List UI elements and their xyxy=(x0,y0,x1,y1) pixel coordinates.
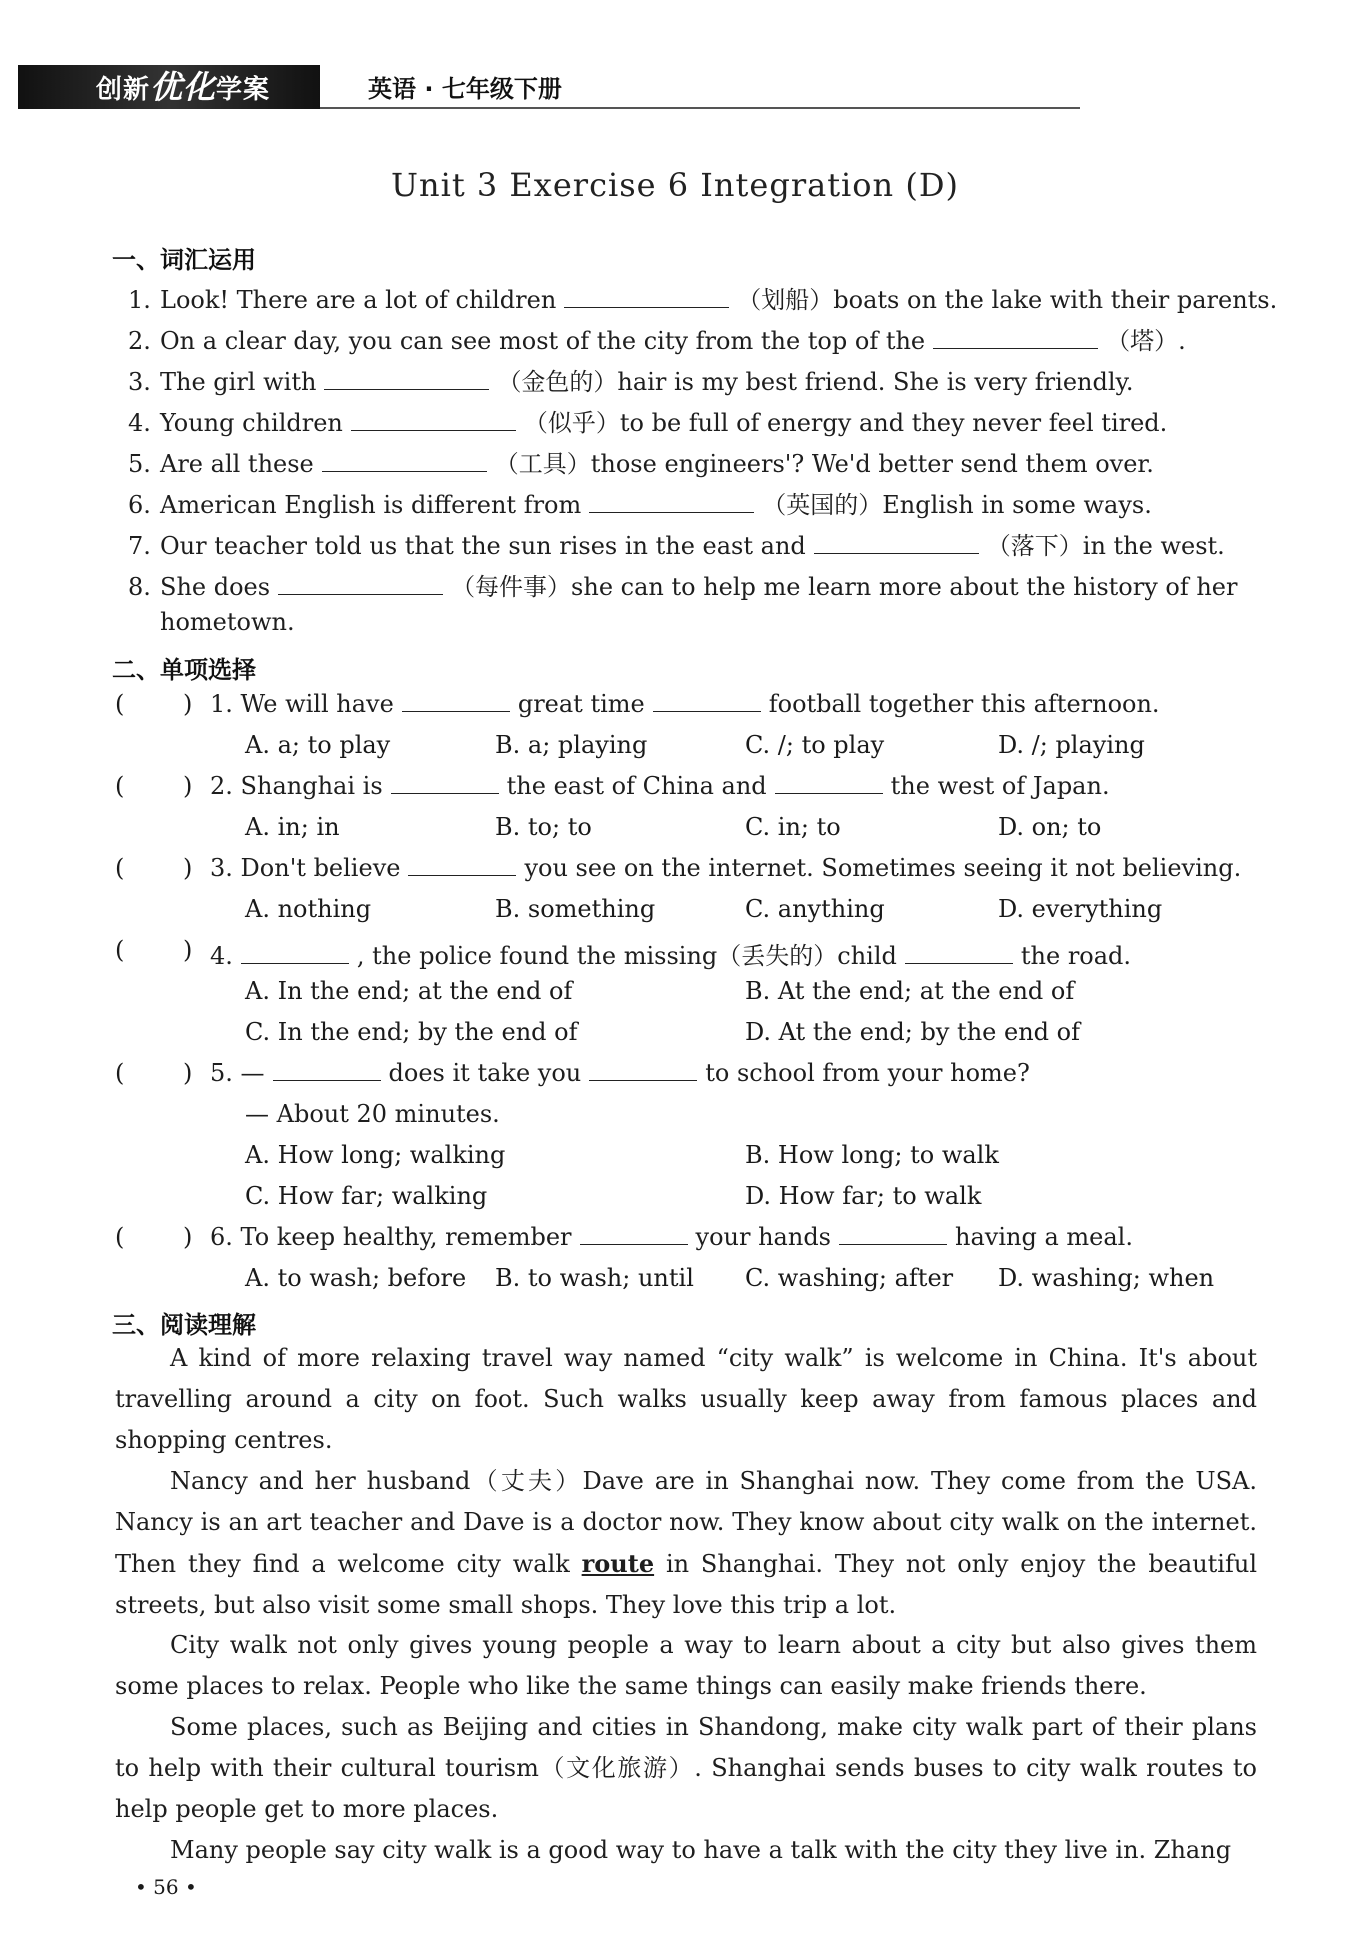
answer-blank[interactable] xyxy=(775,773,883,794)
vocab-item: 6. American English is different from （英国的）English in some ways. xyxy=(128,491,1152,519)
option-b[interactable]: B. At the end; at the end of xyxy=(745,977,1075,1005)
option-a[interactable]: A. nothing xyxy=(245,895,372,923)
option-a[interactable]: A. in; in xyxy=(245,813,340,841)
vocab-item: 1. Look! There are a lot of children （划船）boats on the lake with their parents. xyxy=(128,286,1278,314)
answer-bracket-close: ) xyxy=(183,936,193,964)
option-d[interactable]: D. At the end; by the end of xyxy=(745,1018,1080,1046)
question-stem: 6. To keep healthy, remember your hands having a meal. xyxy=(210,1223,1133,1251)
reading-paragraph: A kind of more relaxing travel way named “city walk” is welcome in China. It's about travelling around a city on foot. Such walks usually keep away from famous places and shopping centres. xyxy=(115,1344,1257,1454)
answer-bracket-close: ) xyxy=(183,690,193,718)
dialogue-answer: — About 20 minutes. xyxy=(245,1100,500,1128)
answer-bracket-open[interactable]: ( xyxy=(115,1059,125,1087)
option-a[interactable]: A. to wash; before xyxy=(245,1264,467,1292)
answer-bracket-close: ) xyxy=(183,1059,193,1087)
option-b[interactable]: B. something xyxy=(495,895,656,923)
option-d[interactable]: D. everything xyxy=(998,895,1163,923)
answer-bracket-close: ) xyxy=(183,772,193,800)
answer-bracket-open[interactable]: ( xyxy=(115,854,125,882)
answer-blank[interactable] xyxy=(402,691,510,712)
option-c[interactable]: C. in; to xyxy=(745,813,841,841)
subject-label: 英语 · 七年级下册 xyxy=(368,75,562,103)
answer-blank[interactable] xyxy=(580,1224,688,1245)
option-d[interactable]: D. washing; when xyxy=(998,1264,1215,1292)
option-b[interactable]: B. to wash; until xyxy=(495,1264,694,1292)
section-heading: 三、阅读理解 xyxy=(112,1311,256,1339)
question-stem: 2. Shanghai is the east of China and the west of Japan. xyxy=(210,772,1110,800)
option-c[interactable]: C. /; to play xyxy=(745,731,885,759)
vocab-item: 2. On a clear day, you can see most of the city from the top of the （塔）. xyxy=(128,327,1186,355)
question-stem: 3. Don't believe you see on the internet. Sometimes seeing it not believing. xyxy=(210,854,1242,882)
option-a[interactable]: A. In the end; at the end of xyxy=(245,977,573,1005)
page-header xyxy=(18,65,1058,109)
answer-blank[interactable] xyxy=(278,574,443,595)
answer-blank[interactable] xyxy=(564,287,729,308)
answer-bracket-open[interactable]: ( xyxy=(115,690,125,718)
answer-blank[interactable] xyxy=(653,691,761,712)
answer-blank[interactable] xyxy=(933,328,1098,349)
reading-paragraph: City walk not only gives young people a way to learn about a city but also gives them some places to relax. People who like the same things can easily make friends there. xyxy=(115,1631,1257,1700)
page-title: Unit 3 Exercise 6 Integration (D) xyxy=(391,166,959,204)
vocab-item-continuation: hometown. xyxy=(160,608,295,636)
answer-blank[interactable] xyxy=(814,533,979,554)
vocab-item: 8. She does （每件事）she can to help me learn more about the history of her xyxy=(128,573,1238,601)
option-c[interactable]: C. In the end; by the end of xyxy=(245,1018,578,1046)
section-heading: 一、词汇运用 xyxy=(112,246,256,274)
answer-blank[interactable] xyxy=(905,943,1013,964)
answer-bracket-open[interactable]: ( xyxy=(115,936,125,964)
answer-blank[interactable] xyxy=(322,451,487,472)
answer-blank[interactable] xyxy=(273,1060,381,1081)
option-c[interactable]: C. washing; after xyxy=(745,1264,954,1292)
answer-blank[interactable] xyxy=(589,1060,697,1081)
question-stem: 4. , the police found the missing（丢失的）child the road. xyxy=(210,942,1132,970)
vocab-item: 5. Are all these （工具）those engineers'? We'd better send them over. xyxy=(128,450,1154,478)
vocab-item: 3. The girl with （金色的）hair is my best friend. She is very friendly. xyxy=(128,368,1134,396)
option-b[interactable]: B. a; playing xyxy=(495,731,648,759)
answer-bracket-open[interactable]: ( xyxy=(115,1223,125,1251)
page-number: • 56 • xyxy=(135,1875,197,1899)
option-a[interactable]: A. How long; walking xyxy=(245,1141,506,1169)
vocab-item: 4. Young children （似乎）to be full of energy and they never feel tired. xyxy=(128,409,1168,437)
option-b[interactable]: B. How long; to walk xyxy=(745,1141,999,1169)
question-stem: 1. We will have great time football together this afternoon. xyxy=(210,690,1160,718)
answer-bracket-close: ) xyxy=(183,1223,193,1251)
option-d[interactable]: D. How far; to walk xyxy=(745,1182,982,1210)
answer-blank[interactable] xyxy=(351,410,516,431)
answer-blank[interactable] xyxy=(408,855,516,876)
answer-bracket-open[interactable]: ( xyxy=(115,772,125,800)
option-d[interactable]: D. on; to xyxy=(998,813,1102,841)
underlined-word: route xyxy=(581,1549,655,1578)
answer-blank[interactable] xyxy=(839,1224,947,1245)
header-divider xyxy=(320,107,1080,109)
option-c[interactable]: C. anything xyxy=(745,895,885,923)
answer-bracket-close: ) xyxy=(183,854,193,882)
vocab-item: 7. Our teacher told us that the sun rises in the east and （落下）in the west. xyxy=(128,532,1225,560)
question-stem: 5. — does it take you to school from your home? xyxy=(210,1059,1030,1087)
option-d[interactable]: D. /; playing xyxy=(998,731,1145,759)
option-c[interactable]: C. How far; walking xyxy=(245,1182,488,1210)
answer-blank[interactable] xyxy=(391,773,499,794)
option-a[interactable]: A. a; to play xyxy=(245,731,391,759)
reading-paragraph: Many people say city walk is a good way to have a talk with the city they live in. Zhang xyxy=(170,1836,1232,1864)
reading-paragraph: Some places, such as Beijing and cities in Shandong, make city walk part of their plans to help with their cultural tourism（文化旅游）. Shanghai sends buses to city walk routes to help people get to more places. xyxy=(115,1713,1257,1823)
answer-blank[interactable] xyxy=(324,369,489,390)
answer-blank[interactable] xyxy=(589,492,754,513)
brand-logo: 创新优化学案 xyxy=(18,65,320,109)
section-heading: 二、单项选择 xyxy=(112,656,256,684)
reading-paragraph: Nancy and her husband（丈夫）Dave are in Shanghai now. They come from the USA. Nancy is an art teacher and Dave is a doctor now. They know about city walk on the internet. Then they find a welcome city walk route in Shanghai. They not only enjoy the beautiful streets, but also visit some small shops. They love this trip a lot. xyxy=(115,1467,1257,1619)
answer-blank[interactable] xyxy=(241,943,349,964)
option-b[interactable]: B. to; to xyxy=(495,813,592,841)
